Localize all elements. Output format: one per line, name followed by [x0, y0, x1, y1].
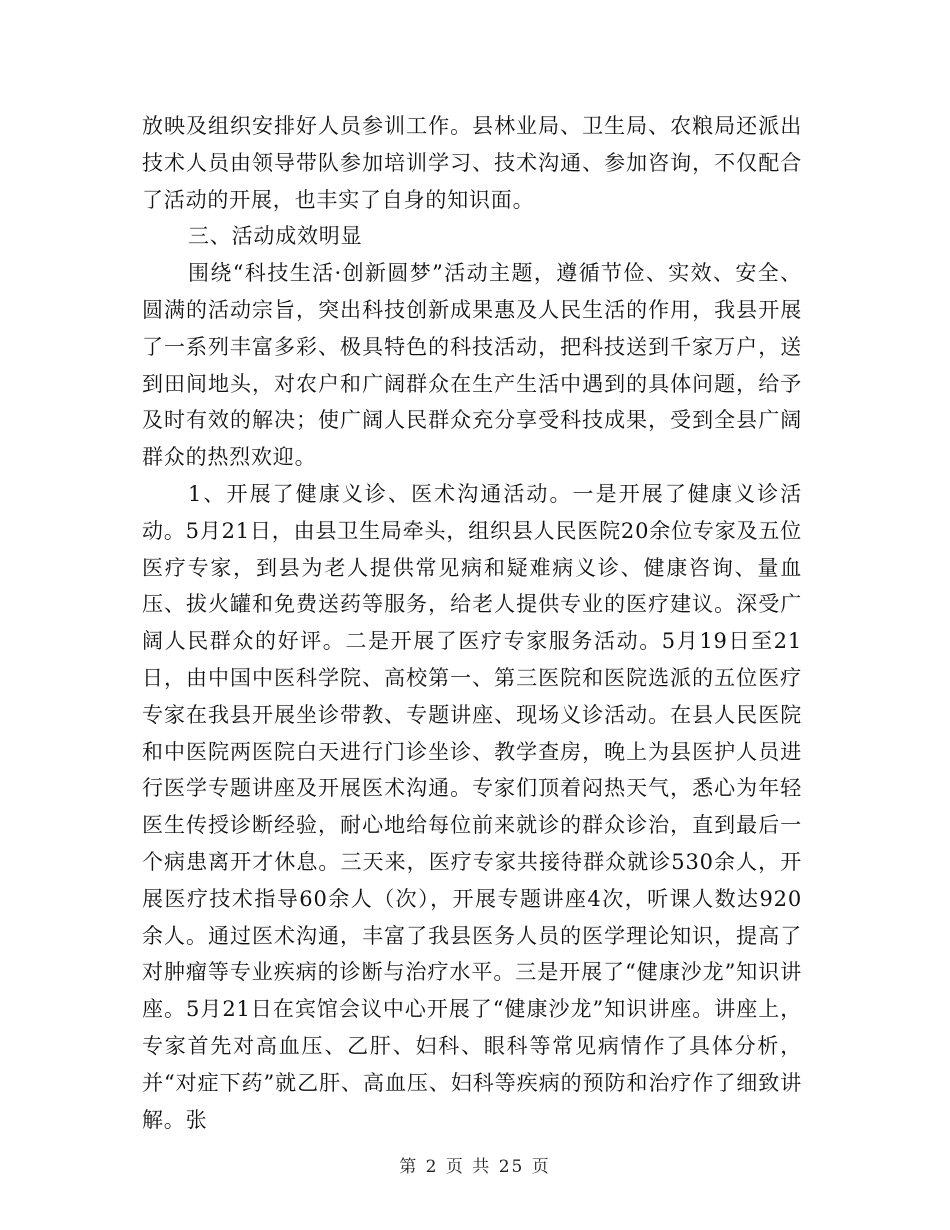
page-footer: 第 2 页 共 25 页 [399, 1157, 551, 1177]
paragraph-summary: 围绕“科技生活·创新圆梦”活动主题，遵循节俭、实效、安全、圆满的活动宗旨，突出科技创新成果惠及人民生活的作用，我县开展了一系列丰富多彩、极具特色的科技活动，把科技送到千家万户，送到田间地头，对农户和广阔群众在生产生活中遇到的具体问题，给予及时有效的解决；使广阔人民群众充分享受科技成果，受到全县广阔群众的热烈欢迎。 [142, 261, 802, 470]
paragraph-continuation: 放映及组织安排好人员参训工作。县林业局、卫生局、农粮局还派出技术人员由领导带队参加培训学习、技术沟通、参加咨询，不仅配合了活动的开展，也丰实了自身的知识面。 [142, 114, 802, 212]
paragraph-health-activities: 1、开展了健康义诊、医术沟通活动。一是开展了健康义诊活动。5月21日，由县卫生局牵头，组织县人民医院20余位专家及五位医疗专家，到县为老人提供常见病和疑难病义诊、健康咨询、量血压、拔火罐和免费送药等服务，给老人提供专业的医疗建议。深受广阔人民群众的好评。二是开展了医疗专家服务活动。5月19日至21日，由中国中医科学院、高校第一、第三医院和医院选派的五位医疗专家在我县开展坐诊带教、专题讲座、现场义诊活动。在县人民医院和中医院两医院白天进行门诊坐诊、教学查房，晚上为县医护人员进行医学专题讲座及开展医术沟通。专家们顶着闷热天气，悉心为年轻医生传授诊断经验，耐心地给每位前来就诊的群众诊治，直到最后一个病患离开才休息。三天来，医疗专家共接待群众就诊530余人，开展医疗技术指导60余人（次），开展专题讲座4次，听课人数达920余人。通过医术沟通，丰富了我县医务人员的医学理论知识，提高了对肿瘤等专业疾病的诊断与治疗水平。三是开展了“健康沙龙”知识讲座。5月21日在宾馆会议中心开展了“健康沙龙”知识讲座。讲座上，专家首先对高血压、乙肝、妇科、眼科等常见病情作了具体分析，并“对症下药”就乙肝、高血压、妇科等疾病的预防和治疗作了细致讲解。张 [142, 481, 802, 1132]
document-body [142, 108, 802, 1138]
section-heading: 三、活动成效明显 [188, 224, 363, 249]
